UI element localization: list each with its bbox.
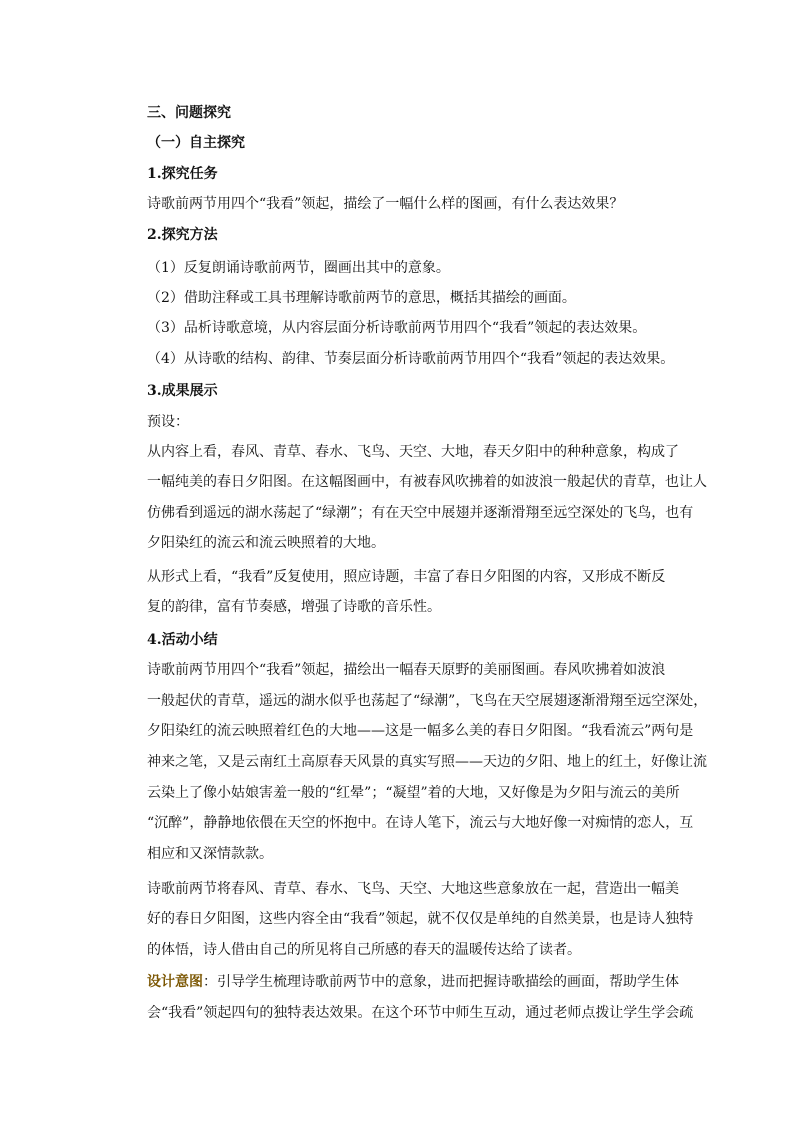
summary-para1-line: 相应和又深情款款。 [147, 846, 273, 862]
summary-para2-line: 的体悟，诗人借由自己的所见将自己所感的春天的温暖传达给了读者。 [147, 942, 581, 958]
design-intent-text: ：引导学生梳理诗歌前两节中的意象，进而把握诗歌描绘的画面，帮助学生体 [203, 974, 679, 990]
design-intent-line-1 [147, 972, 679, 992]
summary-para2-line: 诗歌前两节将春风、青草、春水、飞鸟、天空、大地这些意象放在一起，营造出一幅美 [147, 881, 679, 897]
result-para1-line: 从内容上看，春风、青草、春水、飞鸟、天空、大地，春天夕阳中的种种意象，构成了 [147, 444, 679, 460]
summary-para1-line: 诗歌前两节用四个“我看”领起，描绘出一幅春天原野的美丽图画。春风吹拂着如波浪 [147, 662, 666, 678]
task-title: 1.探究任务 [147, 166, 218, 182]
design-intent-line-2: 会“我看”领起四句的独特表达效果。在这个环节中师生互动，通过老师点拨让学生学会疏 [147, 1005, 694, 1021]
method-item-1: （1）反复朗诵诗歌前两节，圈画出其中的意象。 [147, 260, 450, 276]
summary-title: 4.活动小结 [147, 632, 218, 648]
result-para2-line: 复的韵律，富有节奏感，增强了诗歌的音乐性。 [147, 599, 441, 615]
result-para2-line: 从形式上看，“我看”反复使用，照应诗题，丰富了春日夕阳图的内容，又形成不断反 [147, 569, 666, 585]
summary-para1-line: 神来之笔，又是云南红土高原春天风景的真实写照——天边的夕阳、地上的红土，好像让流 [147, 754, 707, 770]
result-para1-line: 一幅纯美的春日夕阳图。在这幅图画中，有被春风吹拂着的如波浪一般起伏的青草，也让人 [147, 474, 707, 490]
result-title: 3.成果展示 [147, 383, 218, 399]
design-intent-label: 设计意图 [147, 974, 203, 990]
summary-para1-line: 云染上了像小姑娘害羞一般的“红晕”；“凝望”着的大地，又好像是为夕阳与流云的美所 [147, 785, 680, 801]
method-item-4: （4）从诗歌的结构、韵律、节奏层面分析诗歌前两节用四个“我看”领起的表达效果。 [147, 351, 675, 367]
task-text: 诗歌前两节用四个“我看”领起，描绘了一幅什么样的图画，有什么表达效果？ [147, 196, 624, 212]
summary-para1-line: 一般起伏的青草，遥远的湖水似乎也荡起了“绿潮”，飞鸟在天空展翅逐渐滑翔至远空深处， [147, 693, 708, 709]
section-heading: 三、问题探究 [147, 105, 231, 121]
method-item-3: （3）品析诗歌意境，从内容层面分析诗歌前两节用四个“我看”领起的表达效果。 [147, 320, 647, 336]
method-item-2: （2）借助注释或工具书理解诗歌前两节的意思，概括其描绘的画面。 [147, 290, 576, 306]
summary-para1-line: 夕阳染红的流云映照着红色的大地——这是一幅多么美的春日夕阳图。“我看流云”两句是 [147, 723, 694, 739]
result-preset: 预设： [147, 414, 189, 430]
summary-para1-line: “沉醉”，静静地依偎在天空的怀抱中。在诗人笔下，流云与大地好像一对痴情的恋人，互 [147, 815, 694, 831]
summary-para2-line: 好的春日夕阳图，这些内容全由“我看”领起，就不仅仅是单纯的自然美景，也是诗人独特 [147, 911, 694, 927]
result-para1-line: 夕阳染红的流云和流云映照着的大地。 [147, 535, 385, 551]
section-subheading: （一）自主探究 [147, 135, 245, 151]
method-title: 2.探究方法 [147, 227, 218, 243]
result-para1-line: 仿佛看到遥远的湖水荡起了“绿潮”；有在天空中展翅并逐渐滑翔至远空深处的飞鸟，也有 [147, 505, 694, 521]
